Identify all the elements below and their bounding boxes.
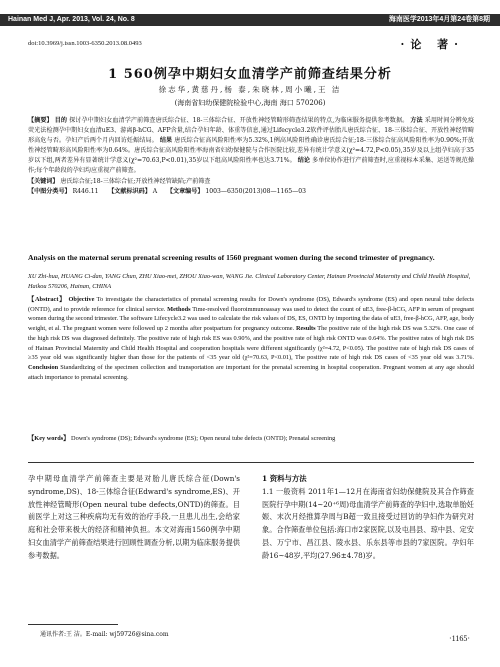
english-keywords: [28, 434, 474, 444]
footnote-divider: [28, 624, 118, 625]
en-keywords-label: 【Key words】: [28, 435, 70, 442]
section-heading: 1 资料与方法: [262, 474, 307, 483]
objective-label: 目的: [54, 117, 68, 124]
en-conclusion-label: Conclusion: [28, 363, 59, 371]
article-title: 1 560例孕中期妇女血清学产前筛查结果分析: [108, 67, 392, 82]
running-header: [0, 14, 500, 26]
results-text: 唐氏综合征高风险阳性率为5.32%,1例高风险阳性确诊唐氏综合征;18-三体综合征高风险阳性率为0.90%;开放性神经管畸形高风险阳性率为0.64%。唐氏综合征高风险阳性率海南省妇幼保健院与合作医院比较,差异有统计学意义(χ²=4.72,P<0.05),35岁及以上组孕妇高于35岁以下组,两者差异有显著统计学意义(χ²=70.63,P<0.01),35岁以下组高风险阳性率也达3.71%。: [28, 137, 475, 165]
affiliation: (海南省妇幼保健院检验中心,海南 海口 570206): [174, 99, 326, 107]
english-abstract: [28, 295, 474, 382]
article-id-value: 1003—6350(2013)08—1165—03: [205, 187, 306, 195]
en-results-label: Results: [295, 325, 316, 333]
body-right-column: [262, 473, 474, 563]
en-abstract-label: 【Abstract】: [28, 296, 67, 303]
english-title: Analysis on the maternal serum prenatal screening results of 1560 pregnant women during the second trimester of pregnancy.: [28, 253, 435, 262]
keywords-label: 【关键词】: [28, 177, 59, 185]
doc-code-label: 【文献标识码】: [108, 187, 151, 195]
methods-text: 采用时间分辨免疫荧光法检测孕中期妇女血清uE3、游离β-hCG、AFP含量,结合孕妇年龄、体重等信息,通过Lifecycle3.2软件评估胎儿唐氏综合征、18-三体综合征、开放性神经管畸形高危与否。孕妇产后两个月内回访妊娠结局。: [28, 117, 475, 145]
conclusion-text: 多单位协作进行产前筛查时,应重视标本采集、运送等规范操作;每个年龄段的孕妇均应重视产前筛查。: [28, 157, 475, 175]
introduction-text: 孕中期母血清学产前筛查主要是对胎儿唐氏综合征(Down's syndrome,DS)、18-三体综合征(Edward's syndrome,ES)、开放性神经管畸形(Open neural tube defects,ONTD)的筛查。目前医学上对这三种疾病均无有效的治疗手段,一旦患儿出生,会给家庭和社会带来极大的经济和精神负担。本文对海南1560例孕中期妇女血清学产前筛查结果进行回顾性调查分析,以期为临床服务提供参考数据。: [28, 474, 240, 560]
article-id-label: 【文章编号】: [166, 187, 204, 195]
en-conclusion-text: Standardizing of the specimen collection and transportation are important for the prenatal screening in hospital cooperation. Pregnant women at any age should attach importance to prenatal screening.: [28, 363, 475, 381]
correspondence-footnote: 通讯作者:王 洁。E-mail: wj59726@sina.com: [40, 631, 169, 638]
abstract-divider: [28, 462, 474, 463]
english-authors: XU Zhi-hua, HUANG Ci-dan, YANG Chun, ZHU Xiao-mei, ZHOU Xiao-wan, WANG Jie. Clinical Laboratory Center, Hainan Provincial Maternity and Child Health Hospital, Haikou 570206, Hainan, CHINA: [28, 273, 471, 290]
en-objective-label: Objective: [68, 296, 95, 303]
chinese-abstract: [28, 116, 474, 197]
header-left: Hainan Med J, Apr. 2013, Vol. 24, No. 8: [8, 16, 135, 23]
conclusion-label: 结论: [297, 157, 311, 165]
doc-code-value: A: [152, 187, 158, 195]
clc-value: R446.11: [72, 187, 99, 195]
en-methods-label: Methods: [167, 305, 191, 313]
en-objective-text: To investigate the characteristics of prenatal screening results for Down's syndrome (DS), Edward's syndrome (ES) and open neural tube defects (ONTD), and to provide reference for clinical service.: [28, 296, 474, 313]
page-number: ·1165·: [448, 634, 470, 643]
en-results-text: The positive rate of the high risk DS was 5.32%. One case of the high risk DS was diagnosed definitely. The positive rate of high risk ES was 0.90%, and the positive rate of high risk ONTD was 0.64%. The positive rates of high risk DS of Hainan Provincial Maternity and Child Health Hospital and cooperation hospitals were different significantly (χ²=4.72, P<0.05). The positive rate of high risk DS cases of ≥35 year old was significantly higher than those for the patients of <35 year old (χ²=70.63, P<0.01), The positive rate of high risk DS cases of <35 year old was 3.71%.: [28, 325, 475, 362]
clc-label: 【中图分类号】: [28, 187, 71, 195]
en-methods-text: Time-resolved fluoroimmunoassay was used to detect the count of uE3, free-β-hCG, AFP in serum of pregnant women during the second trimester. The software Lifecycle3.2 was used to calculate the risk values of DS, ES, ONTD by importing the data of uE3, free-β-hCG, AFP, age, body weight, et al. The pregnant women were followed up 2 months after postpartum for pregnancy outcome.: [28, 305, 474, 333]
section-tag: ·论 著·: [400, 38, 464, 51]
body-left-column: [28, 473, 240, 563]
methods-label: 方法: [410, 117, 423, 124]
en-keywords-text: Down's syndrome (DS); Edward's syndrome (ES); Open neural tube defects (ONTD); Prenatal screening: [71, 435, 336, 442]
results-label: 结果: [159, 137, 173, 145]
section-text: 1.1 一般资料 2011年1—12月在海南省妇幼保健院及其合作筛查医院行孕中期(14~20⁺⁶周)母血清学产前筛查的孕妇中,选取单胎妊娠、末次月经推算孕周与B超一致且接受过回访的孕妇作为研究对象。合作筛查单位包括:海口市2家医院,以及屯昌县、琼中县、定安县、万宁市、昌江县、陵水县、乐东县等市县的7家医院。孕妇年龄16~48岁,平均(27.96±4.78)岁。: [262, 486, 474, 560]
keywords-text: 唐氏综合征;18-三体综合征;开放性神经管缺陷;产前筛查: [60, 177, 211, 185]
authors: 徐志华,黄慈丹,杨 泰,朱晓林,周小曦,王 洁: [158, 85, 342, 94]
objective-text: 探讨孕中期妇女血清学产前筛查唐氏综合征、18-三体综合征、开放性神经管畸形筛查结果的特点,为临床服务提供参考数据。: [69, 117, 409, 124]
abstract-label: 【摘要】: [28, 117, 53, 124]
header-right: 海南医学2013年4月第24卷第8期: [388, 16, 490, 23]
doi[interactable]: doi:10.3969/j.issn.1003-6350.2013.08.0493: [28, 40, 142, 47]
